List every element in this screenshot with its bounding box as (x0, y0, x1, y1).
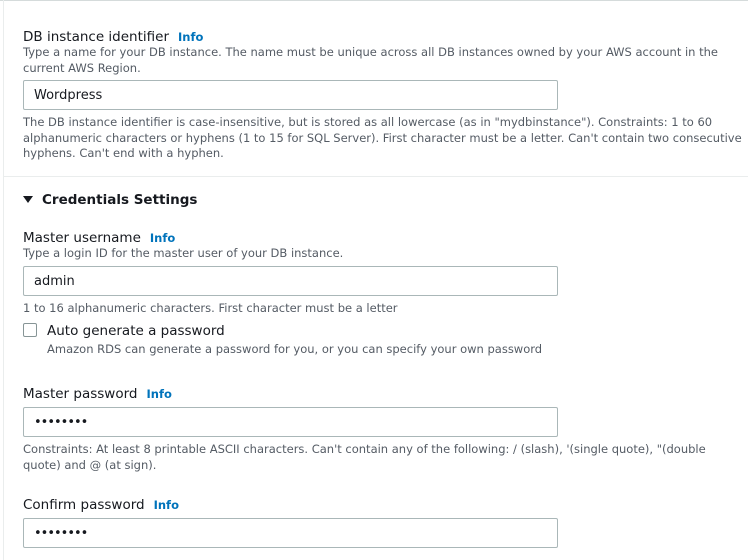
confirm-password-info-link[interactable]: Info (153, 498, 179, 512)
master-password-label: Master password (23, 386, 138, 402)
section-divider (4, 176, 748, 177)
caret-down-icon[interactable] (23, 196, 33, 203)
db-identifier-constraints: The DB instance identifier is case-insensitive, but is stored as all lowercase (as in "mydbinstance"). Constraints: 1 to 60 alphanumeric characters or hyphens (1 to 15 for SQL Server). First character must be a letter. Can't contain two consecutive hyphens. Can't end with a hyphen. (23, 115, 742, 160)
confirm-password-input[interactable] (23, 518, 558, 548)
top-border (0, 0, 748, 8)
db-identifier-info-link[interactable]: Info (178, 30, 204, 44)
db-identifier-description: Type a name for your DB instance. The name must be unique across all DB instances owned by your AWS account in the current AWS Region. (23, 45, 718, 75)
confirm-password-label: Confirm password (23, 497, 145, 513)
auto-generate-password-label[interactable]: Auto generate a password (47, 323, 225, 339)
master-password-info-link[interactable]: Info (146, 387, 172, 401)
db-identifier-input[interactable] (23, 80, 558, 110)
master-password-constraints: Constraints: At least 8 printable ASCII characters. Can't contain any of the following: / (slash), '(single quote), "(double quote) and @ (at sign). (23, 442, 706, 472)
master-username-input[interactable] (23, 266, 558, 296)
credentials-settings-heading[interactable]: Credentials Settings (42, 192, 198, 208)
master-username-description: Type a login ID for the master user of your DB instance. (23, 246, 344, 260)
confirm-password-header (23, 494, 179, 513)
master-username-header (23, 227, 175, 246)
auto-generate-password-description: Amazon RDS can generate a password for you, or you can specify your own password (47, 342, 543, 356)
master-password-input[interactable] (23, 407, 558, 437)
auto-generate-password-checkbox[interactable] (23, 323, 37, 337)
left-border (3, 0, 4, 560)
master-password-header (23, 383, 172, 402)
db-identifier-header (23, 26, 203, 45)
db-identifier-label: DB instance identifier (23, 29, 170, 45)
master-username-constraints: 1 to 16 alphanumeric characters. First character must be a letter (23, 301, 398, 315)
master-username-info-link[interactable]: Info (149, 231, 176, 245)
master-username-label: Master username (23, 230, 141, 246)
